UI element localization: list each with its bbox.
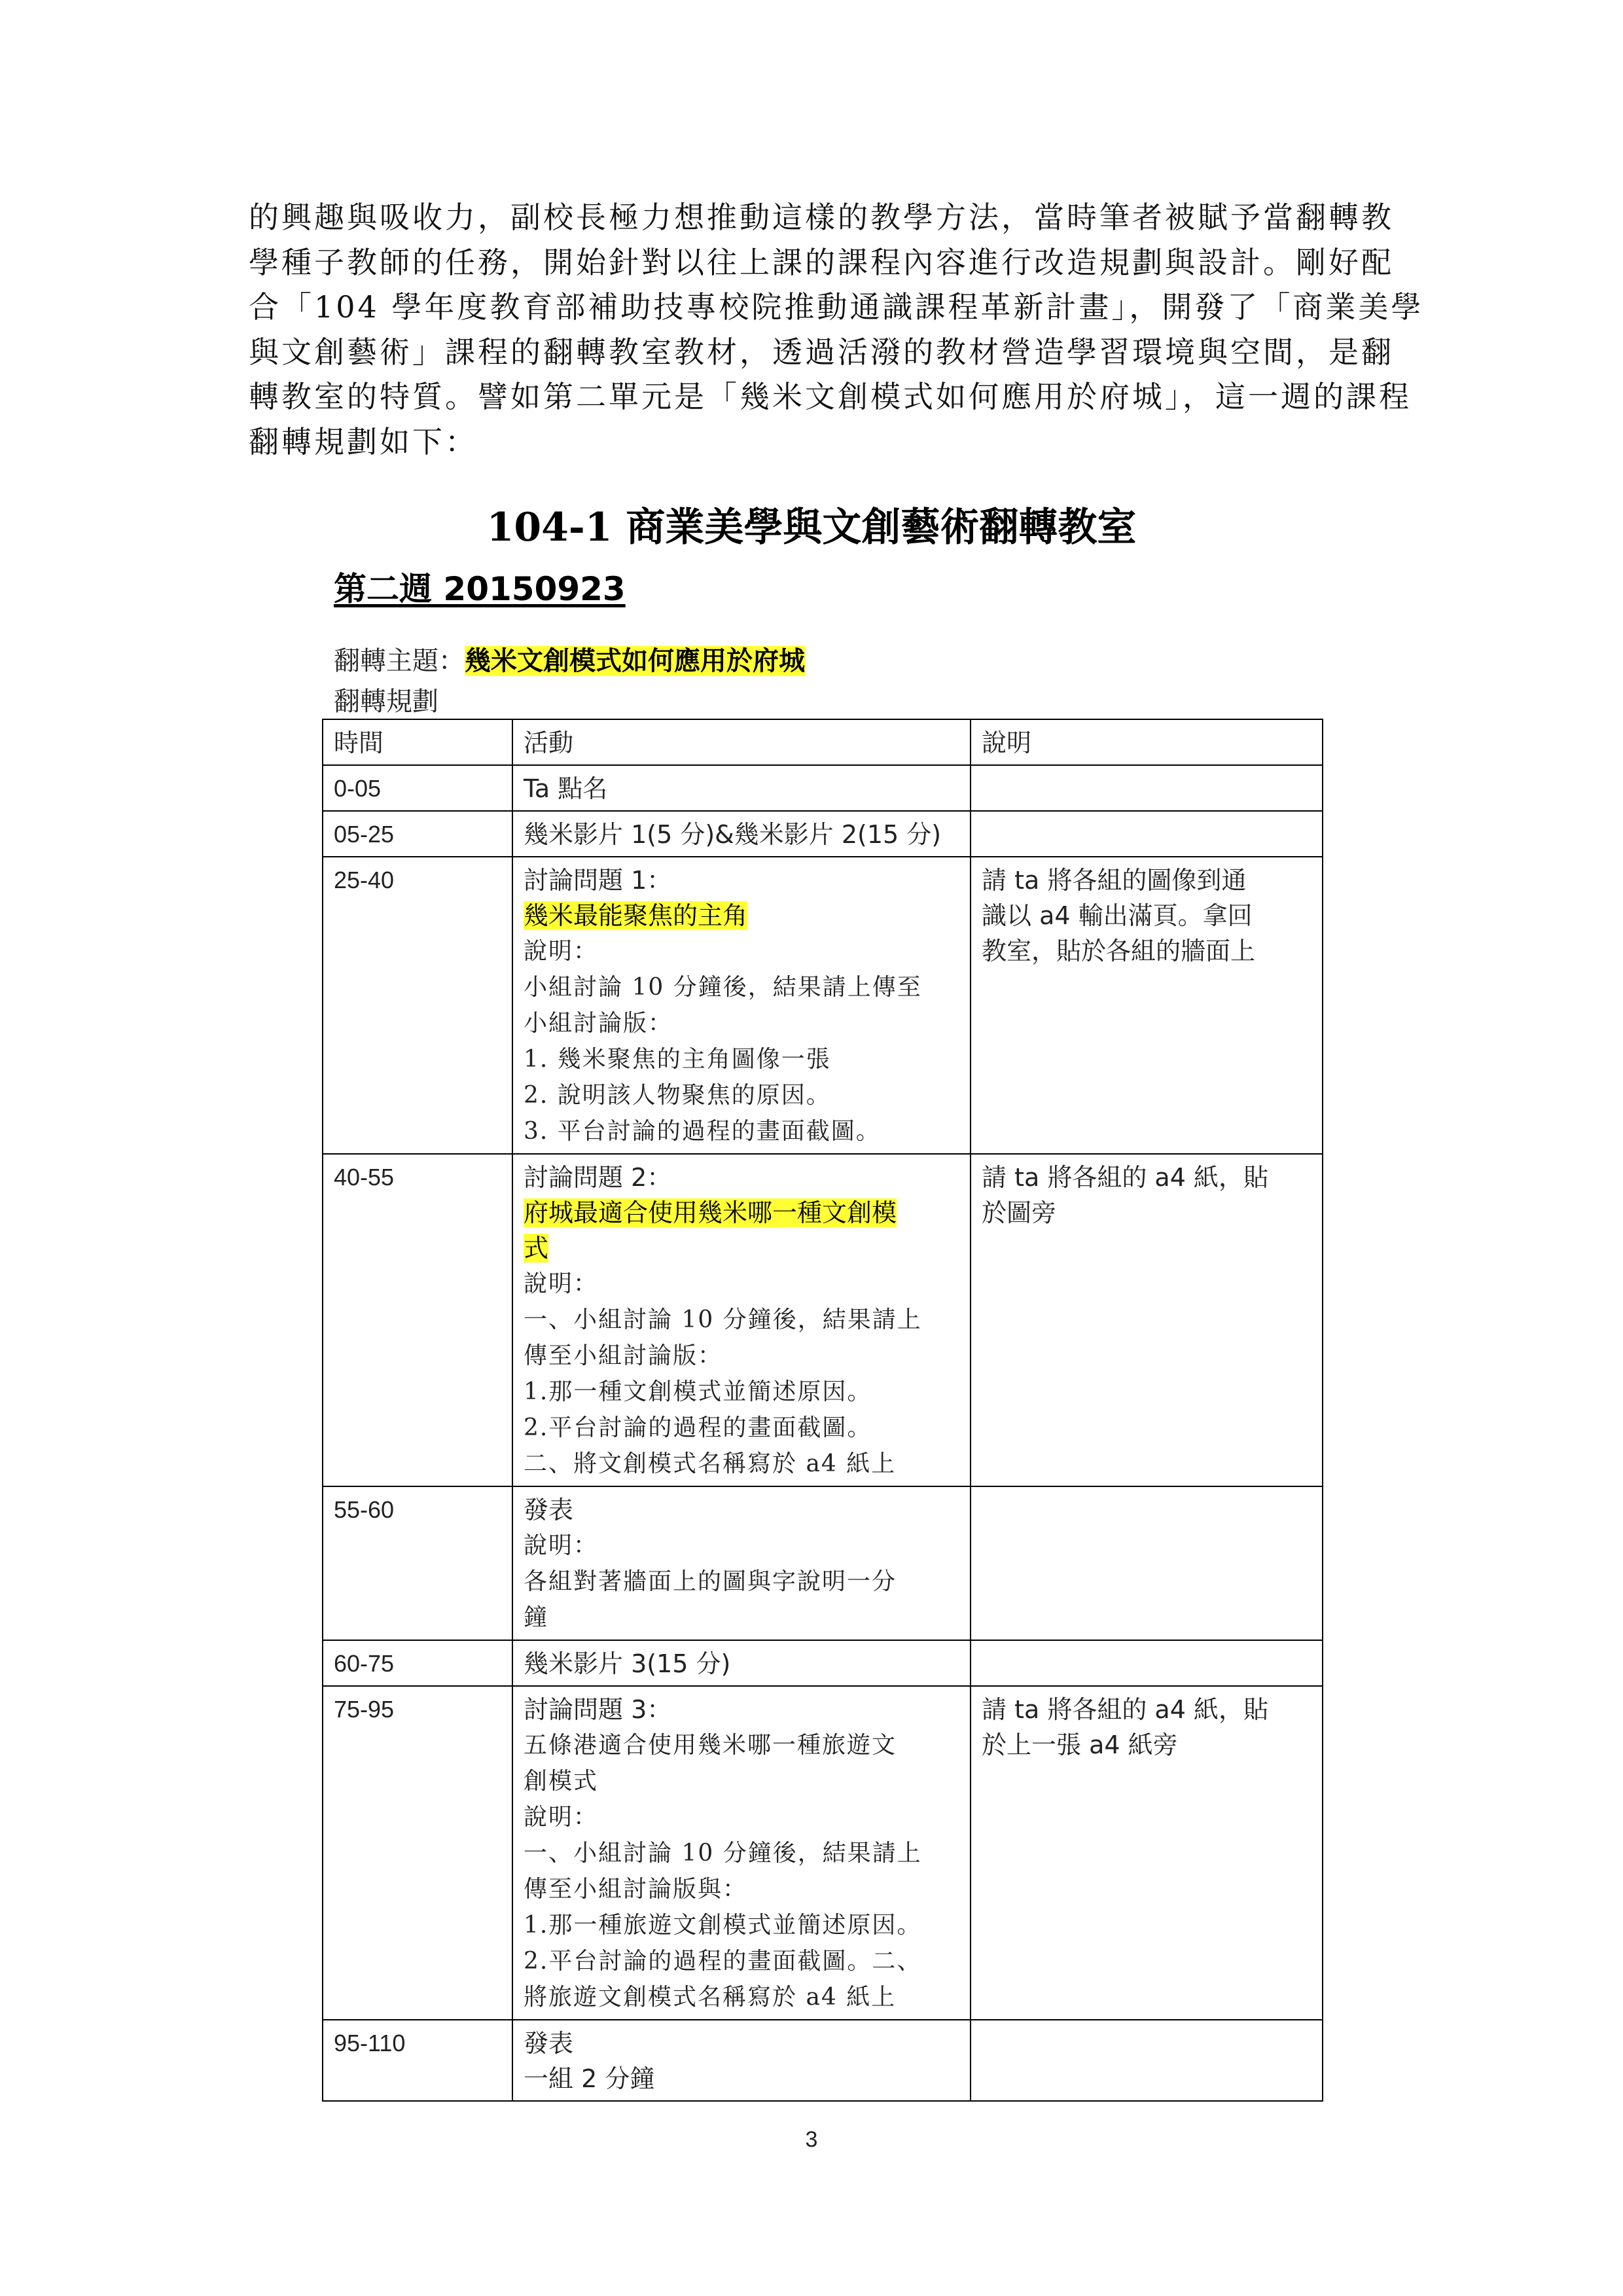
desc-line: 2.平台討論的過程的畫面截圖。 (524, 1414, 872, 1441)
table-row (323, 1640, 1323, 1686)
topic-value: 幾米文創模式如何應用於府城 (465, 646, 805, 676)
desc-line: 3. 平台討論的過程的畫面截圖。 (524, 1118, 881, 1145)
cell-note (971, 1486, 1323, 1640)
cell-note (971, 857, 1323, 1154)
highlighted-question: 幾米最能聚焦的主角 (524, 901, 748, 930)
table-row (323, 1486, 1323, 1640)
desc-line: 五條港適合使用幾米哪一種旅遊文 (524, 1732, 897, 1759)
cell-time: 40-55 (323, 1154, 512, 1486)
header-note: 說明 (971, 719, 1323, 765)
desc-line: 各組對著牆面上的圖與字說明一分 (524, 1568, 897, 1595)
intro-paragraph (249, 195, 1424, 464)
note-line: 教室，貼於各組的牆面上 (982, 937, 1256, 965)
cell-activity (512, 1154, 971, 1486)
cell-activity (512, 811, 971, 857)
desc-line: 說明： (524, 1532, 599, 1559)
cell-time: 55-60 (323, 1486, 512, 1640)
desc-line: 說明： (524, 1270, 599, 1297)
cell-activity (512, 1686, 971, 2020)
desc-line: 說明： (524, 938, 599, 965)
header-time: 時間 (323, 719, 512, 765)
table-header-row (323, 719, 1323, 765)
note-line: 請 ta 將各組的圖像到通 (982, 866, 1247, 895)
week-heading: 第二週 20150923 (334, 570, 626, 608)
cell-note (971, 1640, 1323, 1686)
cell-activity (512, 857, 971, 1154)
page-number: 3 (805, 2127, 818, 2152)
table-row (323, 811, 1323, 857)
highlighted-question: 府城最適合使用幾米哪一種文創模 (524, 1198, 897, 1227)
note-line: 請 ta 將各組的 a4 紙，貼 (982, 1695, 1268, 1724)
desc-line: 2.平台討論的過程的畫面截圖。二、 (524, 1948, 922, 1975)
cell-time: 75-95 (323, 1686, 512, 2020)
desc-line: 將旅遊文創模式名稱寫於 a4 紙上 (524, 1984, 897, 2011)
cell-time: 95-110 (323, 2020, 512, 2101)
activity-line: 幾米影片 1(5 分)&幾米影片 2(15 分) (524, 820, 942, 849)
cell-time: 05-25 (323, 811, 512, 857)
intro-line: 翻轉規劃如下： (249, 423, 478, 459)
plan-label: 翻轉規劃 (334, 687, 438, 717)
highlighted-question: 式 (524, 1234, 549, 1263)
desc-line: 鐘 (524, 1604, 549, 1631)
desc-line: 傳至小組討論版： (524, 1342, 723, 1369)
desc-line: 說明： (524, 1804, 599, 1831)
activity-line: 一組 2 分鐘 (524, 2064, 655, 2093)
cell-activity (512, 2020, 971, 2101)
note-line: 請 ta 將各組的 a4 紙，貼 (982, 1163, 1268, 1192)
table-row (323, 765, 1323, 811)
question-label: 討論問題 2： (524, 1163, 672, 1192)
activity-line: 發表 (524, 2029, 574, 2058)
cell-note (971, 1686, 1323, 2020)
cell-activity (512, 1640, 971, 1686)
desc-line: 1.那一種文創模式並簡述原因。 (524, 1378, 872, 1405)
topic-label: 翻轉主題： (334, 646, 465, 676)
desc-line: 小組討論 10 分鐘後，結果請上傳至 (524, 974, 922, 1001)
schedule-table (322, 719, 1323, 2102)
desc-line: 一、小組討論 10 分鐘後，結果請上 (524, 1306, 922, 1333)
table-row (323, 1154, 1323, 1486)
header-activity: 活動 (512, 719, 971, 765)
desc-line: 傳至小組討論版與： (524, 1876, 748, 1903)
cell-time: 0-05 (323, 765, 512, 811)
cell-note (971, 765, 1323, 811)
activity-line: Ta 點名 (524, 774, 608, 803)
intro-line: 轉教室的特質。譬如第二單元是「幾米文創模式如何應用於府城」，這一週的課程 (249, 379, 1412, 414)
activity-line: 幾米影片 3(15 分) (524, 1649, 731, 1678)
desc-line: 二、將文創模式名稱寫於 a4 紙上 (524, 1450, 897, 1477)
table-row (323, 1686, 1323, 2020)
flip-topic (334, 640, 805, 677)
intro-line: 的興趣與吸收力，副校長極力想推動這樣的教學方法，當時筆者被賦予當翻轉教 (249, 200, 1394, 235)
question-label: 討論問題 3： (524, 1695, 672, 1724)
note-line: 識以 a4 輸出滿頁。拿回 (982, 901, 1253, 930)
cell-activity (512, 765, 971, 811)
desc-line: 小組討論版： (524, 1010, 673, 1037)
desc-line: 一、小組討論 10 分鐘後，結果請上 (524, 1840, 922, 1867)
cell-time: 60-75 (323, 1640, 512, 1686)
table-row (323, 857, 1323, 1154)
intro-line: 合「104 學年度教育部補助技專校院推動通識課程革新計畫」，開發了「商業美學 (249, 289, 1424, 325)
intro-line: 與文創藝術」課程的翻轉教室教材，透過活潑的教材營造學習環境與空間，是翻 (249, 334, 1394, 370)
desc-line: 1.那一種旅遊文創模式並簡述原因。 (524, 1912, 922, 1939)
cell-note (971, 1154, 1323, 1486)
question-label: 討論問題 1： (524, 866, 672, 895)
desc-line: 1. 幾米聚焦的主角圖像一張 (524, 1046, 831, 1073)
intro-line: 學種子教師的任務，開始針對以往上課的課程內容進行改造規劃與設計。剛好配 (249, 244, 1394, 280)
cell-time: 25-40 (323, 857, 512, 1154)
desc-line: 2. 說明該人物聚焦的原因。 (524, 1082, 831, 1109)
question-label: 發表 (524, 1496, 574, 1524)
cell-note (971, 811, 1323, 857)
desc-line: 創模式 (524, 1768, 599, 1795)
cell-note (971, 2020, 1323, 2101)
cell-activity (512, 1486, 971, 1640)
table-row (323, 2020, 1323, 2101)
note-line: 於上一張 a4 紙旁 (982, 1731, 1178, 1759)
document-title: 104-1 商業美學與文創藝術翻轉教室 (486, 505, 1137, 550)
note-line: 於圖旁 (982, 1198, 1057, 1227)
